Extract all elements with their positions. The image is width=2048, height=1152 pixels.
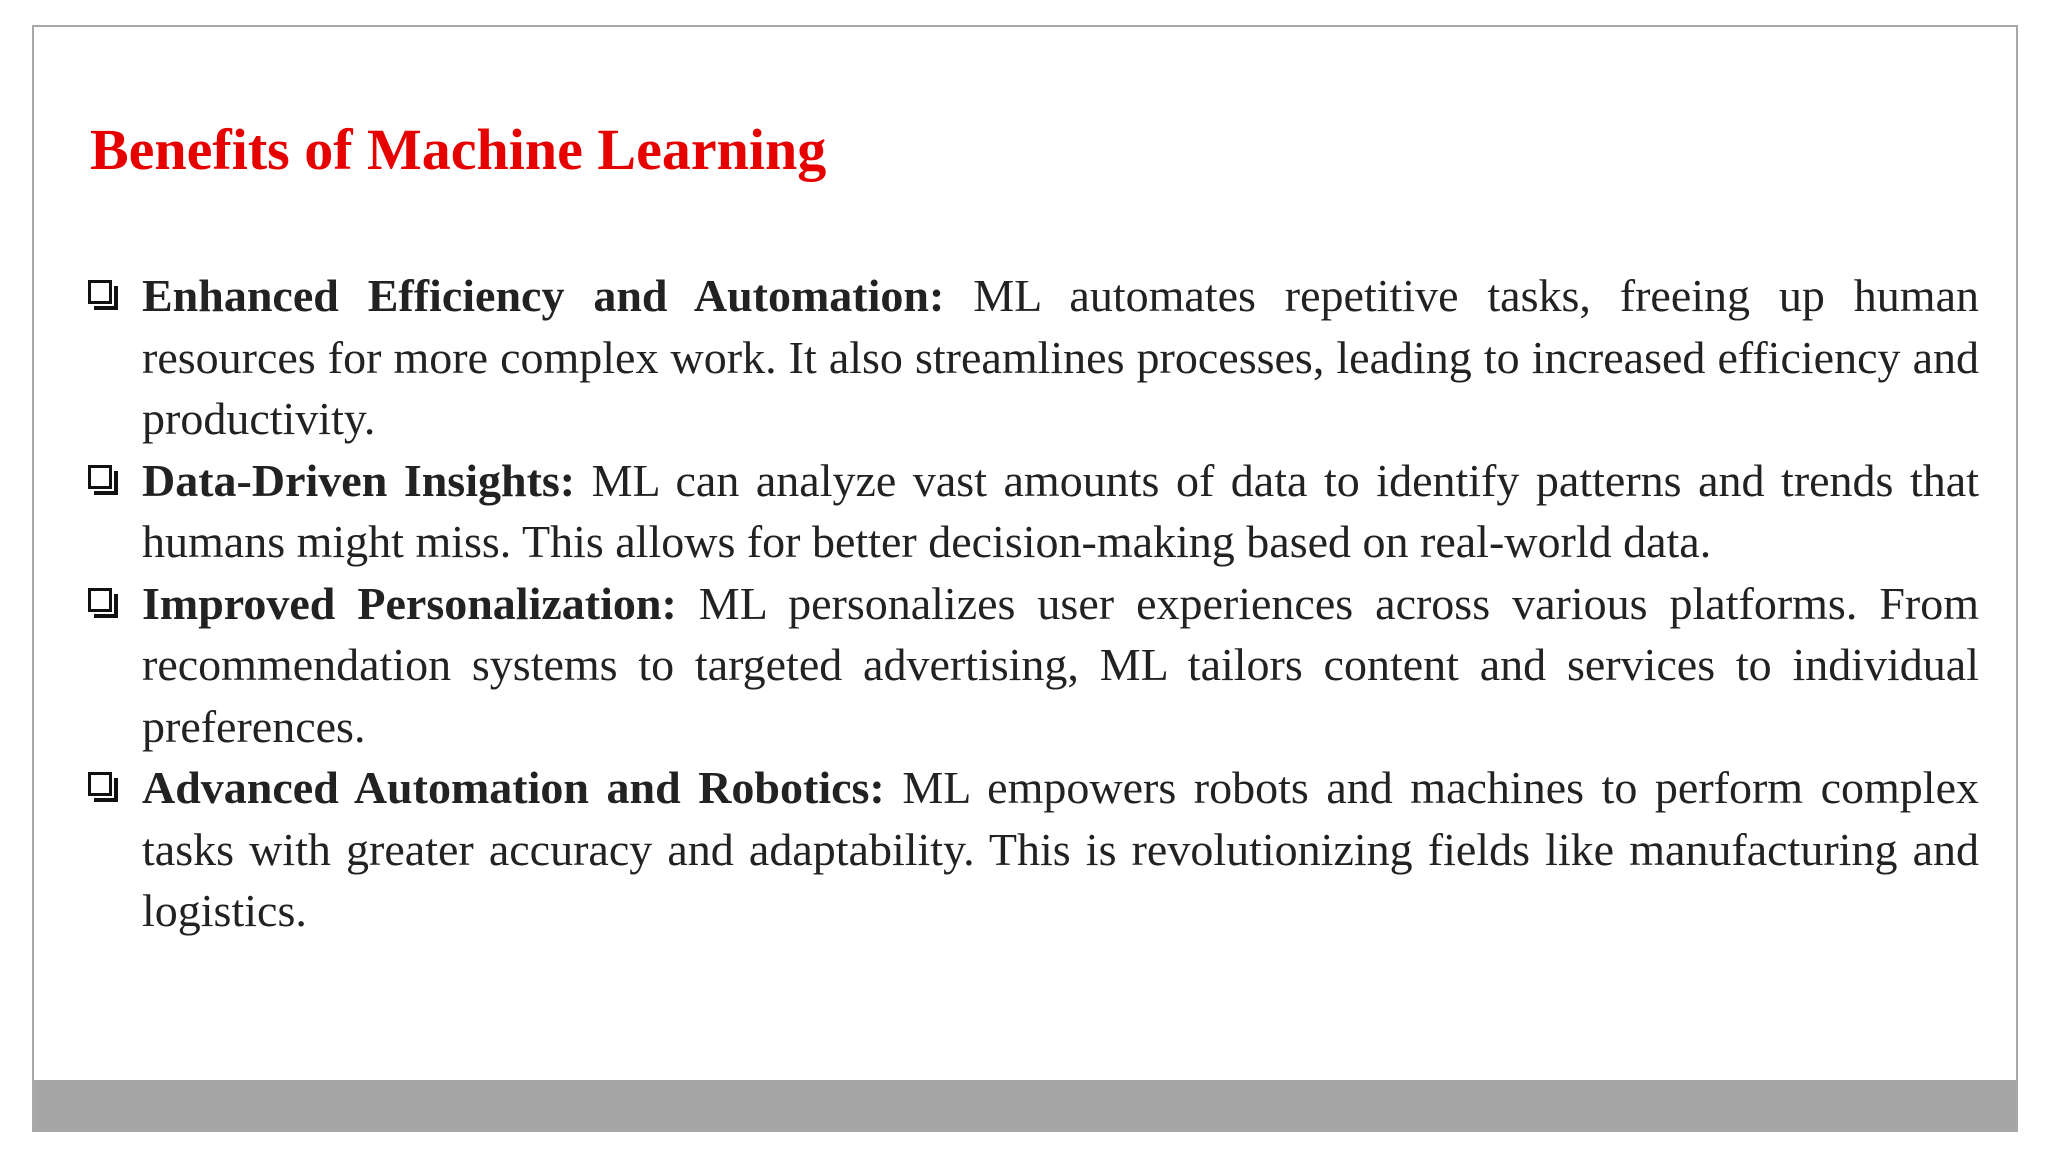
- bullet-term: Enhanced Efficiency and Automation:: [142, 270, 945, 321]
- bullet-term: Advanced Automation and Robotics:: [142, 762, 885, 813]
- bullet-term: Improved Personalization:: [142, 577, 677, 629]
- bullet-item: [86, 573, 1979, 758]
- bullet-text: ML empowers robots and machines to perform complex tasks with greater accuracy and adaptability. This is revolutionizing fields like manufacturing and logistics.: [142, 762, 1980, 936]
- checkbox-square-icon: [88, 588, 112, 612]
- bullet-item: [86, 450, 1979, 573]
- bullet-term: Data-Driven Insights:: [142, 454, 576, 506]
- slide-title: Benefits of Machine Learning: [90, 117, 827, 182]
- slide: [32, 25, 2018, 1132]
- checkbox-square-icon: [88, 280, 112, 304]
- checkbox-square-icon: [88, 465, 112, 489]
- bullet-item: [86, 265, 1979, 450]
- footer-bar: [34, 1080, 2016, 1130]
- bullet-text: ML can analyze vast amounts of data to identify patterns and trends that humans might miss. This allows for better decision-making based on real-world data.: [142, 454, 1979, 567]
- bullet-item: [86, 757, 1979, 942]
- bullet-list: [86, 265, 1979, 942]
- checkbox-square-icon: [88, 772, 112, 796]
- bullet-text: ML personalizes user experiences across various platforms. From recommendation systems to targeted advertising, ML tailors content and services to individual preferences.: [142, 577, 1979, 752]
- bullet-text: ML automates repetitive tasks, freeing up human resources for more complex work. It also streamlines processes, leading to increased efficiency and productivity.: [142, 270, 1979, 444]
